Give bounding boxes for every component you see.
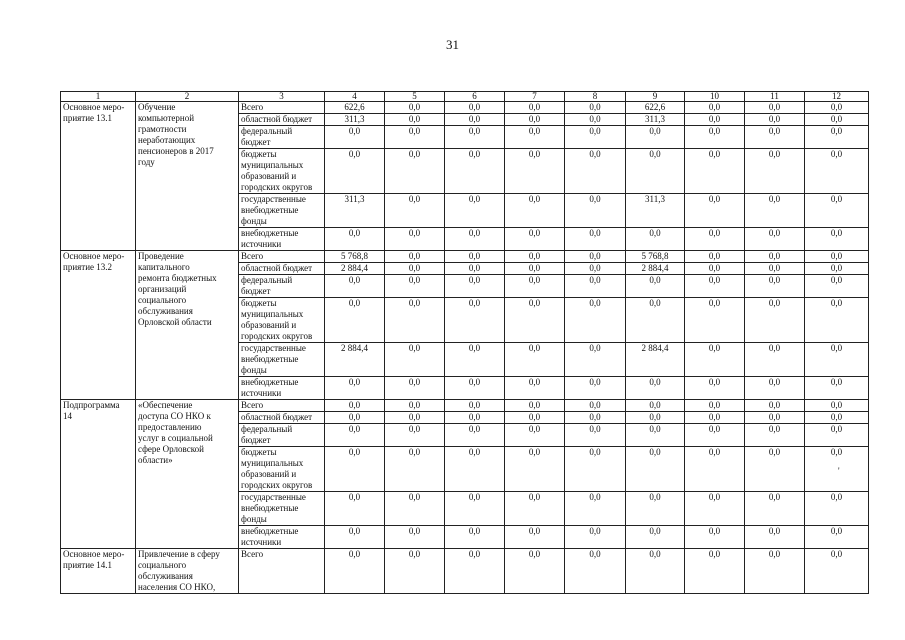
- value-cell-col8: 0,0: [565, 126, 626, 149]
- value-cell-col8: 0,0: [565, 149, 626, 194]
- stray-mark: ': [838, 466, 840, 476]
- value-cell-col11: 0,0: [745, 298, 805, 343]
- value-cell-col6: 0,0: [445, 228, 505, 251]
- value-cell-col6: 0,0: [445, 377, 505, 400]
- value-cell-col11: 0,0: [745, 102, 805, 114]
- value-cell-col12: 0,0: [805, 114, 869, 126]
- funding-source: Всего: [239, 549, 325, 594]
- value-cell-col12: 0,0: [805, 549, 869, 594]
- value-cell-col9: 0,0: [626, 377, 685, 400]
- value-cell-col11: 0,0: [745, 149, 805, 194]
- value-cell-col4: 0,0: [325, 412, 385, 424]
- value-cell-col5: 0,0: [385, 447, 445, 492]
- value-cell-col12: 0,0: [805, 298, 869, 343]
- funding-source: Всего: [239, 102, 325, 114]
- value-cell-col9: 0,0: [626, 126, 685, 149]
- value-cell-col5: 0,0: [385, 114, 445, 126]
- value-cell-col6: 0,0: [445, 526, 505, 549]
- value-cell-col11: 0,0: [745, 114, 805, 126]
- value-cell-col10: 0,0: [685, 126, 745, 149]
- value-cell-col9: 311,3: [626, 194, 685, 228]
- value-cell-col5: 0,0: [385, 412, 445, 424]
- value-cell-col11: 0,0: [745, 275, 805, 298]
- value-cell-col6: 0,0: [445, 275, 505, 298]
- value-cell-col4: 0,0: [325, 492, 385, 526]
- funding-source: государственные внебюджетные фонды: [239, 492, 325, 526]
- value-cell-col10: 0,0: [685, 549, 745, 594]
- table-row: [61, 400, 869, 412]
- budget-table: [60, 91, 869, 594]
- header-cell-3: 3: [239, 92, 325, 102]
- value-cell-col12: 0,0: [805, 149, 869, 194]
- value-cell-col11: 0,0: [745, 377, 805, 400]
- value-cell-col11: 0,0: [745, 263, 805, 275]
- value-cell-col4: 2 884,4: [325, 263, 385, 275]
- value-cell-col11: 0,0: [745, 447, 805, 492]
- value-cell-col7: 0,0: [505, 526, 565, 549]
- value-cell-col6: 0,0: [445, 251, 505, 263]
- header-cell-10: 10: [685, 92, 745, 102]
- value-cell-col10: 0,0: [685, 149, 745, 194]
- header-cell-11: 11: [745, 92, 805, 102]
- value-cell-col4: 2 884,4: [325, 343, 385, 377]
- value-cell-col12: 0,0: [805, 343, 869, 377]
- header-cell-8: 8: [565, 92, 626, 102]
- header-cell-1: 1: [61, 92, 136, 102]
- value-cell-col5: 0,0: [385, 194, 445, 228]
- table-header: [61, 92, 869, 102]
- value-cell-col9: 0,0: [626, 424, 685, 447]
- value-cell-col11: 0,0: [745, 412, 805, 424]
- value-cell-col7: 0,0: [505, 126, 565, 149]
- value-cell-col8: 0,0: [565, 194, 626, 228]
- value-cell-col5: 0,0: [385, 343, 445, 377]
- value-cell-col7: 0,0: [505, 424, 565, 447]
- value-cell-col8: 0,0: [565, 526, 626, 549]
- value-cell-col12: 0,0: [805, 447, 869, 492]
- value-cell-col9: 0,0: [626, 492, 685, 526]
- activity-description: «Обеспечение доступа СО НКО к предоставлению услуг в социальной сфере Орловской области»: [136, 400, 239, 549]
- value-cell-col10: 0,0: [685, 298, 745, 343]
- header-cell-2: 2: [136, 92, 239, 102]
- value-cell-col7: 0,0: [505, 377, 565, 400]
- value-cell-col5: 0,0: [385, 126, 445, 149]
- value-cell-col8: 0,0: [565, 251, 626, 263]
- value-cell-col4: 5 768,8: [325, 251, 385, 263]
- value-cell-col8: 0,0: [565, 228, 626, 251]
- funding-source: внебюджетные источники: [239, 377, 325, 400]
- value-cell-col4: 0,0: [325, 228, 385, 251]
- value-cell-col5: 0,0: [385, 298, 445, 343]
- value-cell-col4: 0,0: [325, 298, 385, 343]
- value-cell-col12: 0,0: [805, 492, 869, 526]
- funding-source: областной бюджет: [239, 412, 325, 424]
- value-cell-col8: 0,0: [565, 275, 626, 298]
- value-cell-col5: 0,0: [385, 424, 445, 447]
- value-cell-col12: 0,0: [805, 275, 869, 298]
- value-cell-col11: 0,0: [745, 424, 805, 447]
- value-cell-col6: 0,0: [445, 424, 505, 447]
- value-cell-col4: 0,0: [325, 526, 385, 549]
- table-body: [61, 102, 869, 594]
- activity-name: Основное меро- приятие 13.2: [61, 251, 136, 400]
- funding-source: федеральный бюджет: [239, 126, 325, 149]
- funding-source: бюджеты муниципальных образований и городских округов: [239, 447, 325, 492]
- value-cell-col10: 0,0: [685, 228, 745, 251]
- value-cell-col5: 0,0: [385, 549, 445, 594]
- value-cell-col10: 0,0: [685, 275, 745, 298]
- value-cell-col10: 0,0: [685, 526, 745, 549]
- value-cell-col7: 0,0: [505, 114, 565, 126]
- value-cell-col11: 0,0: [745, 549, 805, 594]
- funding-source: Всего: [239, 400, 325, 412]
- value-cell-col7: 0,0: [505, 412, 565, 424]
- value-cell-col4: 0,0: [325, 126, 385, 149]
- funding-source: государственные внебюджетные фонды: [239, 343, 325, 377]
- funding-source: бюджеты муниципальных образований и городских округов: [239, 149, 325, 194]
- value-cell-col7: 0,0: [505, 263, 565, 275]
- value-cell-col4: 311,3: [325, 114, 385, 126]
- value-cell-col9: 0,0: [626, 149, 685, 194]
- header-cell-7: 7: [505, 92, 565, 102]
- value-cell-col7: 0,0: [505, 400, 565, 412]
- value-cell-col5: 0,0: [385, 228, 445, 251]
- value-cell-col6: 0,0: [445, 492, 505, 526]
- value-cell-col12: 0,0: [805, 102, 869, 114]
- activity-description: Привлечение в сферу социального обслуживания населения СО НКО,: [136, 549, 239, 594]
- value-cell-col11: 0,0: [745, 492, 805, 526]
- value-cell-col11: 0,0: [745, 400, 805, 412]
- value-cell-col10: 0,0: [685, 251, 745, 263]
- value-cell-col9: 5 768,8: [626, 251, 685, 263]
- table-row: [61, 549, 869, 594]
- value-cell-col5: 0,0: [385, 492, 445, 526]
- value-cell-col7: 0,0: [505, 343, 565, 377]
- value-cell-col8: 0,0: [565, 102, 626, 114]
- value-cell-col9: 0,0: [626, 447, 685, 492]
- value-cell-col9: 622,6: [626, 102, 685, 114]
- value-cell-col10: 0,0: [685, 412, 745, 424]
- value-cell-col11: 0,0: [745, 526, 805, 549]
- value-cell-col5: 0,0: [385, 251, 445, 263]
- value-cell-col9: 0,0: [626, 275, 685, 298]
- value-cell-col9: 0,0: [626, 298, 685, 343]
- activity-description: Обучение компьютерной грамотности неработающих пенсионеров в 2017 году: [136, 102, 239, 251]
- value-cell-col10: 0,0: [685, 447, 745, 492]
- value-cell-col7: 0,0: [505, 298, 565, 343]
- value-cell-col11: 0,0: [745, 126, 805, 149]
- table-row: [61, 251, 869, 263]
- funding-source: бюджеты муниципальных образований и городских округов: [239, 298, 325, 343]
- value-cell-col4: 311,3: [325, 194, 385, 228]
- value-cell-col5: 0,0: [385, 149, 445, 194]
- value-cell-col11: 0,0: [745, 343, 805, 377]
- value-cell-col4: 0,0: [325, 400, 385, 412]
- value-cell-col6: 0,0: [445, 149, 505, 194]
- funding-source: Всего: [239, 251, 325, 263]
- value-cell-col8: 0,0: [565, 412, 626, 424]
- value-cell-col8: 0,0: [565, 424, 626, 447]
- value-cell-col12: 0,0: [805, 424, 869, 447]
- value-cell-col11: 0,0: [745, 228, 805, 251]
- value-cell-col8: 0,0: [565, 447, 626, 492]
- value-cell-col7: 0,0: [505, 194, 565, 228]
- value-cell-col6: 0,0: [445, 194, 505, 228]
- value-cell-col8: 0,0: [565, 343, 626, 377]
- value-cell-col12: 0,0: [805, 412, 869, 424]
- value-cell-col5: 0,0: [385, 263, 445, 275]
- funding-source: внебюджетные источники: [239, 228, 325, 251]
- value-cell-col5: 0,0: [385, 400, 445, 412]
- value-cell-col4: 0,0: [325, 424, 385, 447]
- value-cell-col10: 0,0: [685, 114, 745, 126]
- value-cell-col7: 0,0: [505, 251, 565, 263]
- value-cell-col10: 0,0: [685, 102, 745, 114]
- funding-source: областной бюджет: [239, 114, 325, 126]
- value-cell-col4: 0,0: [325, 149, 385, 194]
- value-cell-col5: 0,0: [385, 102, 445, 114]
- value-cell-col9: 0,0: [626, 412, 685, 424]
- value-cell-col11: 0,0: [745, 194, 805, 228]
- value-cell-col12: 0,0: [805, 126, 869, 149]
- value-cell-col6: 0,0: [445, 102, 505, 114]
- value-cell-col8: 0,0: [565, 400, 626, 412]
- value-cell-col7: 0,0: [505, 492, 565, 526]
- value-cell-col12: 0,0: [805, 400, 869, 412]
- value-cell-col7: 0,0: [505, 149, 565, 194]
- activity-name: Основное меро- приятие 13.1: [61, 102, 136, 251]
- value-cell-col5: 0,0: [385, 275, 445, 298]
- value-cell-col9: 311,3: [626, 114, 685, 126]
- value-cell-col7: 0,0: [505, 549, 565, 594]
- value-cell-col6: 0,0: [445, 447, 505, 492]
- value-cell-col7: 0,0: [505, 275, 565, 298]
- value-cell-col6: 0,0: [445, 549, 505, 594]
- value-cell-col6: 0,0: [445, 298, 505, 343]
- value-cell-col10: 0,0: [685, 343, 745, 377]
- value-cell-col6: 0,0: [445, 114, 505, 126]
- value-cell-col12: 0,0: [805, 251, 869, 263]
- value-cell-col8: 0,0: [565, 377, 626, 400]
- value-cell-col10: 0,0: [685, 424, 745, 447]
- funding-source: государственные внебюджетные фонды: [239, 194, 325, 228]
- value-cell-col10: 0,0: [685, 492, 745, 526]
- value-cell-col9: 2 884,4: [626, 263, 685, 275]
- value-cell-col10: 0,0: [685, 194, 745, 228]
- value-cell-col7: 0,0: [505, 102, 565, 114]
- table-row: [61, 102, 869, 114]
- header-cell-6: 6: [445, 92, 505, 102]
- value-cell-col12: 0,0: [805, 194, 869, 228]
- header-row: [61, 92, 869, 102]
- value-cell-col12: 0,0: [805, 377, 869, 400]
- value-cell-col5: 0,0: [385, 526, 445, 549]
- value-cell-col9: 0,0: [626, 228, 685, 251]
- header-cell-5: 5: [385, 92, 445, 102]
- value-cell-col9: 0,0: [626, 400, 685, 412]
- value-cell-col7: 0,0: [505, 228, 565, 251]
- header-cell-4: 4: [325, 92, 385, 102]
- activity-name: Основное меро- приятие 14.1: [61, 549, 136, 594]
- value-cell-col4: 622,6: [325, 102, 385, 114]
- activity-name: Подпрограмма 14: [61, 400, 136, 549]
- value-cell-col4: 0,0: [325, 447, 385, 492]
- header-cell-9: 9: [626, 92, 685, 102]
- funding-source: федеральный бюджет: [239, 275, 325, 298]
- value-cell-col8: 0,0: [565, 549, 626, 594]
- page-number: 31: [446, 37, 459, 52]
- value-cell-col4: 0,0: [325, 549, 385, 594]
- value-cell-col4: 0,0: [325, 275, 385, 298]
- value-cell-col8: 0,0: [565, 114, 626, 126]
- value-cell-col7: 0,0: [505, 447, 565, 492]
- value-cell-col12: 0,0: [805, 526, 869, 549]
- funding-source: федеральный бюджет: [239, 424, 325, 447]
- value-cell-col5: 0,0: [385, 377, 445, 400]
- value-cell-col8: 0,0: [565, 263, 626, 275]
- value-cell-col8: 0,0: [565, 298, 626, 343]
- activity-description: Проведение капитального ремонта бюджетных организаций социального обслуживания Орловской области: [136, 251, 239, 400]
- value-cell-col6: 0,0: [445, 126, 505, 149]
- funding-source: внебюджетные источники: [239, 526, 325, 549]
- value-cell-col10: 0,0: [685, 263, 745, 275]
- funding-source: областной бюджет: [239, 263, 325, 275]
- value-cell-col8: 0,0: [565, 492, 626, 526]
- value-cell-col10: 0,0: [685, 377, 745, 400]
- value-cell-col4: 0,0: [325, 377, 385, 400]
- value-cell-col12: 0,0: [805, 263, 869, 275]
- header-cell-12: 12: [805, 92, 869, 102]
- value-cell-col6: 0,0: [445, 400, 505, 412]
- value-cell-col11: 0,0: [745, 251, 805, 263]
- value-cell-col6: 0,0: [445, 263, 505, 275]
- value-cell-col6: 0,0: [445, 412, 505, 424]
- value-cell-col9: 0,0: [626, 549, 685, 594]
- value-cell-col9: 0,0: [626, 526, 685, 549]
- value-cell-col6: 0,0: [445, 343, 505, 377]
- value-cell-col10: 0,0: [685, 400, 745, 412]
- value-cell-col9: 2 884,4: [626, 343, 685, 377]
- value-cell-col12: 0,0: [805, 228, 869, 251]
